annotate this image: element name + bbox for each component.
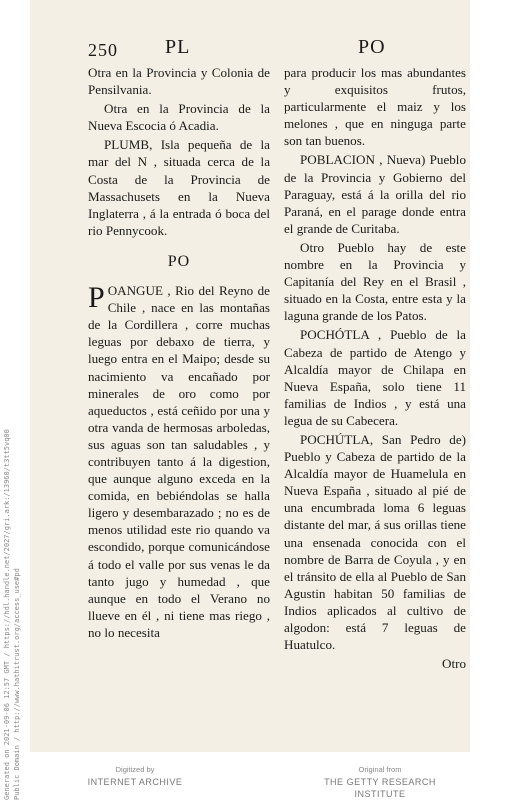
entry-poangue-text: OANGUE , Rio del Reyno de Chile , nace en las montañas de la Cordillera , corre muchas leguas por debaxo de tierra, y luego entra en el Maipo; desde su nacimiento va encañado por minerales de oro como por aqueductos , está ceñido por una y otra vanda de hermosas arboledas, sus aguas son tan saludables , y contribuyen tanto á la digestion, que aunque alguno exceda en la comida, en bebiéndolas se halla ligero y desembarazado ; no es de menos utilidad este rio quando va escondido, porque comunicándose á todo el valle por sus venas le da tanto jugo y humedad , que aunque en todo el Verano no llueve en él , ni tiene mas riego , no lo necesita <box>88 283 270 640</box>
footer-getty: THE GETTY RESEARCH INSTITUTE <box>324 777 436 799</box>
entry-paragraph: para producir los mas abundantes y exquisitos frutos, particularmente el maiz y los melones , que en ninguga parte son tan buenos. <box>284 65 466 149</box>
hathitrust-stamp <box>2 429 22 800</box>
entry-paragraph: Otra en la Provincia y Colonia de Pensilvania. <box>88 65 270 98</box>
entry-paragraph: Otro Pueblo hay de este nombre en la Provincia y Capitanía del Rey en el Brasil , situado en la Costa, entre esta y la laguna grande de los Patos. <box>284 239 466 324</box>
left-column <box>88 64 270 643</box>
footer-digitized <box>70 764 200 788</box>
footer-digitized-label: Digitized by <box>115 765 155 774</box>
running-head-right: PO <box>358 36 386 58</box>
entry-paragraph: Otra en la Provincia de la Nueva Escocia ó Acadia. <box>88 101 270 134</box>
catchword: Otro <box>441 656 466 672</box>
footer-internet-archive: INTERNET ARCHIVE <box>87 777 183 787</box>
entry-poangue <box>88 282 270 641</box>
entry-poblacion: POBLACION , Nueva) Pueblo de la Provincia y Gobierno del Paraguay, está á la orilla del rio Paraná, en el parage donde entra el grande de Curitaba. <box>284 152 466 236</box>
page-number: 250 <box>88 40 118 60</box>
footer-original-label: Original from <box>358 765 402 774</box>
stamp-line-rights: Public Domain / http://www.hathitrust.org/access_use#pd <box>13 568 21 800</box>
right-column <box>284 64 466 672</box>
entry-pochutla: POCHÚTLA, San Pedro de) Pueblo y Cabeza de partido de la Alcaldía mayor de Huamelula en Nueva España , situado al pié de una encumbrada loma 6 leguas distante del mar, á sus orillas tiene una ensenada conocida con el nombre de Barra de Coyula , y en el tránsito de ella al Pueblo de San Agustin habitan 50 familias de Indios aplicados al cultivo de algodon: está 7 leguas de Huatulco. <box>284 431 466 653</box>
footer-original <box>300 764 460 800</box>
drop-cap: P <box>88 281 105 315</box>
entry-plumb: PLUMB, Isla pequeña de la mar del N , situada cerca de la Costa de la Provincia de Massachusets en la Nueva Inglaterra , á la entrada ó boca del rio Pennycook. <box>88 137 270 238</box>
running-head-left: PL <box>165 36 191 58</box>
stamp-line-generated: Generated on 2021-09-06 12:57 GMT / https://hdl.handle.net/2027/gri.ark:/13960/t3tt5vq00 <box>3 429 11 800</box>
section-heading: PO <box>167 252 191 270</box>
entry-pochotla: POCHÓTLA , Pueblo de la Cabeza de partido de Atengo y Alcaldía mayor de Chilapa en Nueva España, solo tiene 11 familias de Indios , y está una legua de su Cabecera. <box>284 327 466 428</box>
